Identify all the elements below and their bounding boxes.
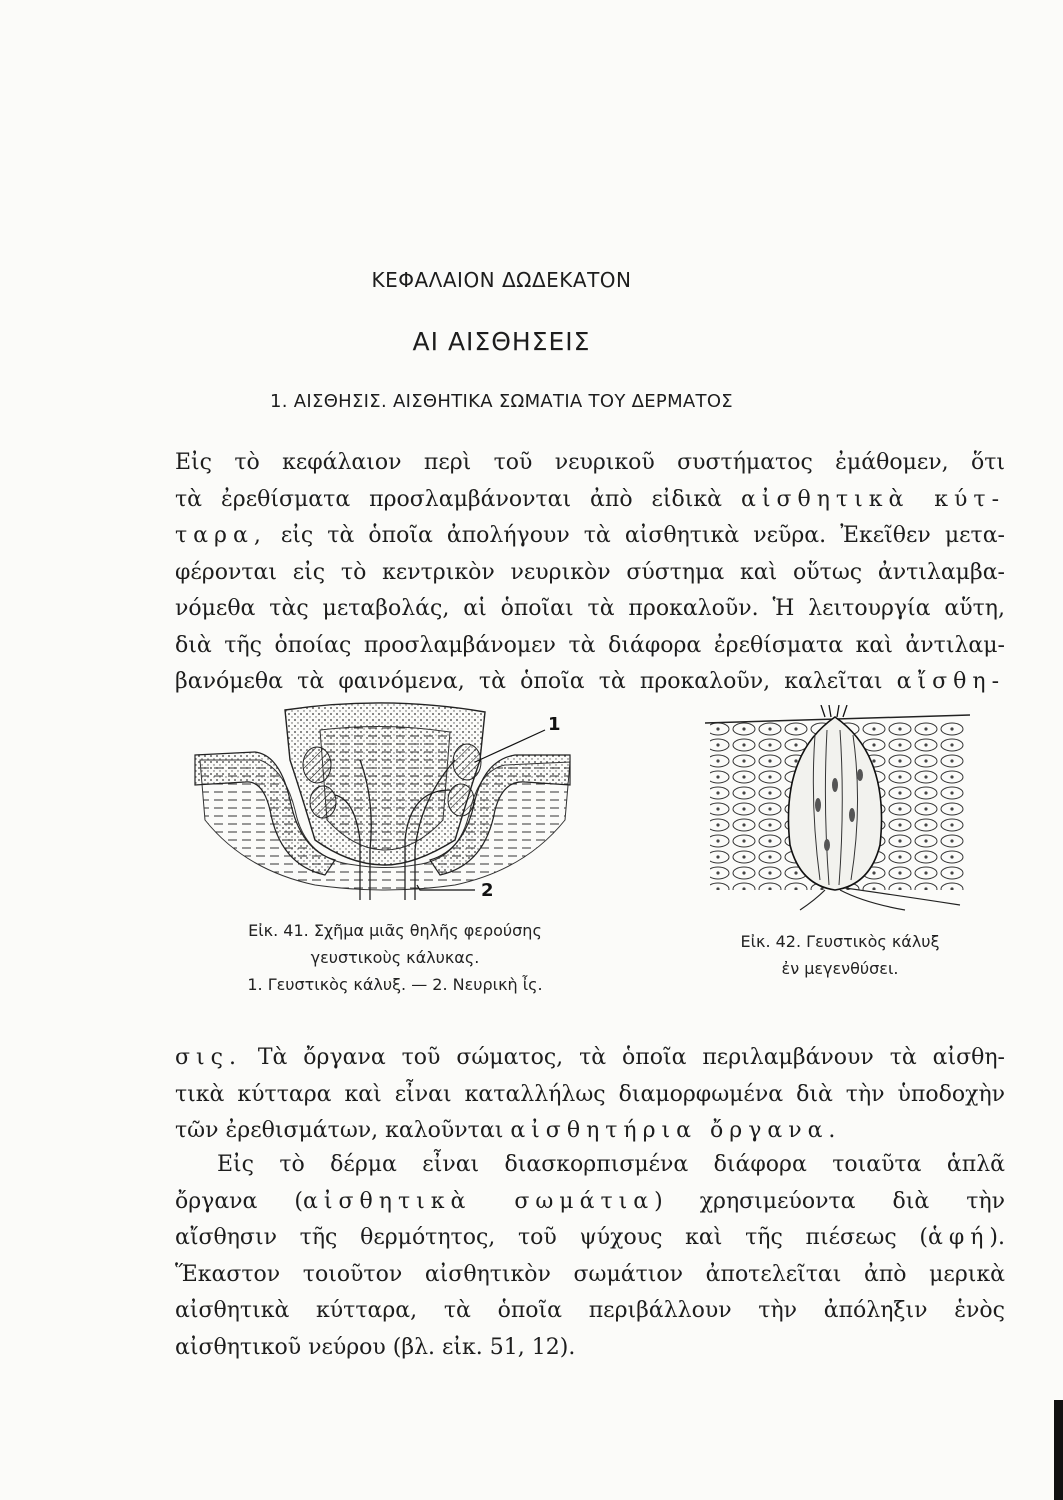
paragraph-2 (175, 1040, 1005, 1150)
p1-line-4: φέρονται εἰς τὸ κεντρικὸν νευρικὸν σύστημα καὶ οὕτως ἀντιλαμβα- (175, 559, 1005, 585)
p1-line-3: ταρα, εἰς τὰ ὁποῖα ἀπολήγουν τὰ αἰσθητικὰ νεῦρα. Ἐκεῖθεν μετα- (175, 523, 1005, 548)
emphasis-sense-organs: αἰσθητήρια ὄργανα. (510, 1118, 842, 1143)
p1-line-6: διὰ τῆς ὁποίας προσλαμβάνομεν τὰ διάφορα ἐρεθίσματα καὶ ἀντιλαμ- (175, 632, 1005, 658)
p1-line-7: βανόμεθα τὰ φαινόμενα, τὰ ὁποῖα τὰ προκαλοῦν, καλεῖται αἴσθη- (175, 669, 1005, 694)
figure-42-taste-bud-magnified (705, 705, 970, 915)
p1-line-2: τὰ ἐρεθίσματα προσλαμβάνονται ἀπὸ εἰδικὰ αἰσθητικὰ κύτ- (175, 486, 1005, 512)
emphasis-sensory-cells: αἰσθητικὰ κύτ- (741, 486, 1005, 512)
p3-line-2: ὄργανα (αἰσθητικὰ σωμάτια) χρησιμεύοντα διὰ τὴν (175, 1188, 1005, 1214)
page-edge-shadow (1054, 1400, 1063, 1500)
paragraph-1 (175, 445, 1005, 701)
p2-line-3: τῶν ἐρεθισμάτων, καλοῦνται αἰσθητήρια ὄργανα. (175, 1118, 842, 1143)
p3-line-4: Ἕκαστον τοιοῦτον αἰσθητικὸν σωμάτιον ἀποτελεῖται ἀπὸ μερικὰ (175, 1261, 1005, 1287)
figure-41-label-2: 2 (481, 880, 494, 901)
page-title: ΑΙ ΑΙΣΘΗΣΕΙΣ (412, 327, 591, 356)
emphasis-sensory-corpuscles: αἰσθητικὰ σωμάτια (303, 1188, 655, 1214)
p3-line-6: αἰσθητικοῦ νεύρου (βλ. εἰκ. 51, 12). (175, 1334, 576, 1360)
chapter-heading: ΚΕΦΑΛΑΙΟΝ ΔΩΔΕΚΑΤΟΝ (371, 268, 632, 292)
paragraph-3 (175, 1147, 1005, 1366)
p3-line-3: αἴσθησιν τῆς θερμότητος, τοῦ ψύχους καὶ τῆς πιέσεως (ἁφή). (175, 1225, 1005, 1250)
p1-line-5: νόμεθα τὰς μεταβολάς, αἱ ὁποῖαι τὰ προκαλοῦν. Ἡ λειτουργία αὕτη, (175, 596, 1005, 621)
figure-42-caption: Εἰκ. 42. Γευστικὸς κάλυξ ἐν μεγενθύσει. (740, 932, 940, 978)
figure-41-taste-papilla-diagram (185, 700, 580, 905)
emphasis-touch: ἁφή (927, 1225, 990, 1250)
p1-line-1: Εἰς τὸ κεφάλαιον περὶ τοῦ νευρικοῦ συστήματος ἐμάθομεν, ὅτι (175, 450, 1005, 475)
p3-line-1: Εἰς τὸ δέρμα εἶναι διασκορπισμένα διάφορα τοιαῦτα ἁπλᾶ (217, 1152, 1005, 1177)
section-heading: 1. ΑΙΣΘΗΣΙΣ. ΑΙΣΘΗΤΙΚΑ ΣΩΜΑΤΙΑ ΤΟΥ ΔΕΡΜΑΤΟΣ (270, 391, 733, 412)
p2-line-1: σις. Τὰ ὄργανα τοῦ σώματος, τὰ ὁποῖα περιλαμβάνουν τὰ αἰσθη- (175, 1045, 1005, 1070)
p3-line-5: αἰσθητικὰ κύτταρα, τὰ ὁποῖα περιβάλλουν τὴν ἀπόληξιν ἑνὸς (175, 1298, 1005, 1323)
emphasis-aisthesis: αἴσθη- (896, 669, 1005, 694)
figure-41-caption: Εἰκ. 41. Σχῆμα μιᾶς θηλῆς φερούσης γευστικοὺς κάλυκας. 1. Γευστικὸς κάλυξ. — 2. Νευρικὴ ἶς. (247, 921, 543, 994)
figure-41-label-1: 1 (548, 714, 561, 735)
p2-line-2: τικὰ κύτταρα καὶ εἶναι καταλλήλως διαμορφωμένα διὰ τὴν ὑποδοχὴν (175, 1081, 1005, 1107)
